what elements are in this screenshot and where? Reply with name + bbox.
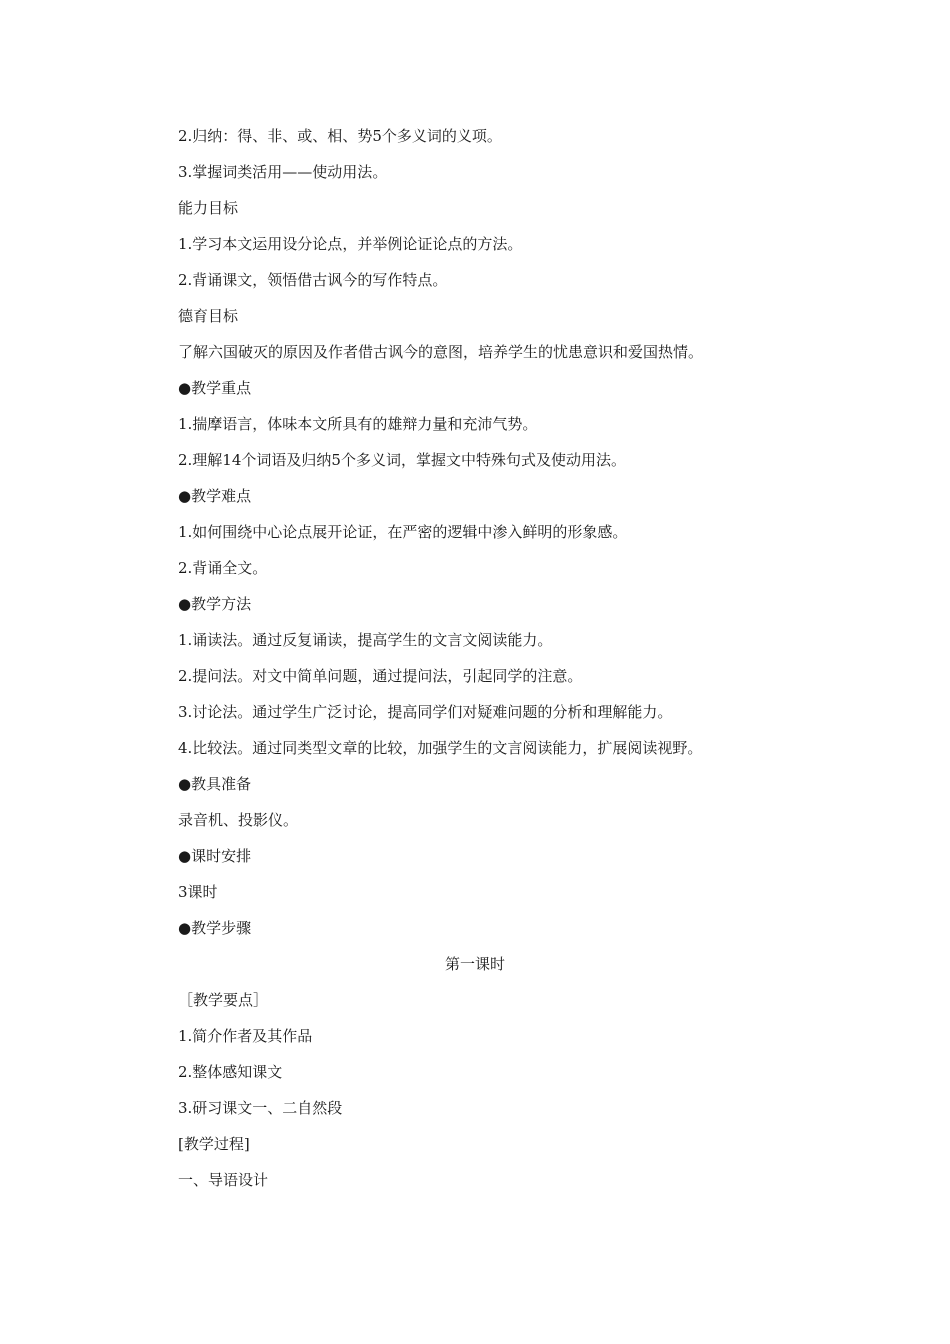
section-heading-schedule: ●课时安排 <box>178 847 252 865</box>
key-point-line-2: 2.理解14个词语及归纳5个多义词，掌握文中特殊句式及使动用法。 <box>178 451 626 469</box>
intro-design-heading: 一、导语设计 <box>178 1171 269 1189</box>
teaching-process-heading: [教学过程] <box>178 1135 250 1153</box>
ability-line-2: 2.背诵课文，领悟借古讽今的写作特点。 <box>178 271 448 289</box>
section-heading-steps: ●教学步骤 <box>178 919 252 937</box>
objective-line-3: 3.掌握词类活用——使动用法。 <box>178 163 388 181</box>
teaching-point-line-1: 1.简介作者及其作品 <box>178 1027 313 1045</box>
method-line-3: 3.讨论法。通过学生广泛讨论，提高同学们对疑难问题的分析和理解能力。 <box>178 703 673 721</box>
schedule-line: 3课时 <box>178 883 218 901</box>
section-heading-ability: 能力目标 <box>178 199 239 217</box>
teaching-point-line-2: 2.整体感知课文 <box>178 1063 283 1081</box>
difficulty-line-2: 2.背诵全文。 <box>178 559 268 577</box>
lesson-title: 第一课时 <box>444 955 505 973</box>
method-line-1: 1.诵读法。通过反复诵读，提高学生的文言文阅读能力。 <box>178 631 553 649</box>
teaching-points-heading: ［教学要点］ <box>178 991 269 1009</box>
ability-line-1: 1.学习本文运用设分论点，并举例论证论点的方法。 <box>178 235 523 253</box>
tools-line: 录音机、投影仪。 <box>178 811 299 829</box>
method-line-2: 2.提问法。对文中简单问题，通过提问法，引起同学的注意。 <box>178 667 583 685</box>
section-heading-moral: 德育目标 <box>178 307 239 325</box>
difficulty-line-1: 1.如何围绕中心论点展开论证，在严密的逻辑中渗入鲜明的形象感。 <box>178 523 628 541</box>
objective-line-2: 2.归纳：得、非、或、相、势5个多义词的义项。 <box>178 127 502 145</box>
section-heading-difficulties: ●教学难点 <box>178 487 252 505</box>
section-heading-key-points: ●教学重点 <box>178 379 252 397</box>
method-line-4: 4.比较法。通过同类型文章的比较，加强学生的文言阅读能力，扩展阅读视野。 <box>178 739 703 757</box>
key-point-line-1: 1.揣摩语言，体味本文所具有的雄辩力量和充沛气势。 <box>178 415 538 433</box>
moral-line: 了解六国破灭的原因及作者借古讽今的意图，培养学生的忧患意识和爱国热情。 <box>178 343 704 361</box>
teaching-point-line-3: 3.研习课文一、二自然段 <box>178 1099 343 1117</box>
section-heading-tools: ●教具准备 <box>178 775 252 793</box>
section-heading-methods: ●教学方法 <box>178 595 252 613</box>
